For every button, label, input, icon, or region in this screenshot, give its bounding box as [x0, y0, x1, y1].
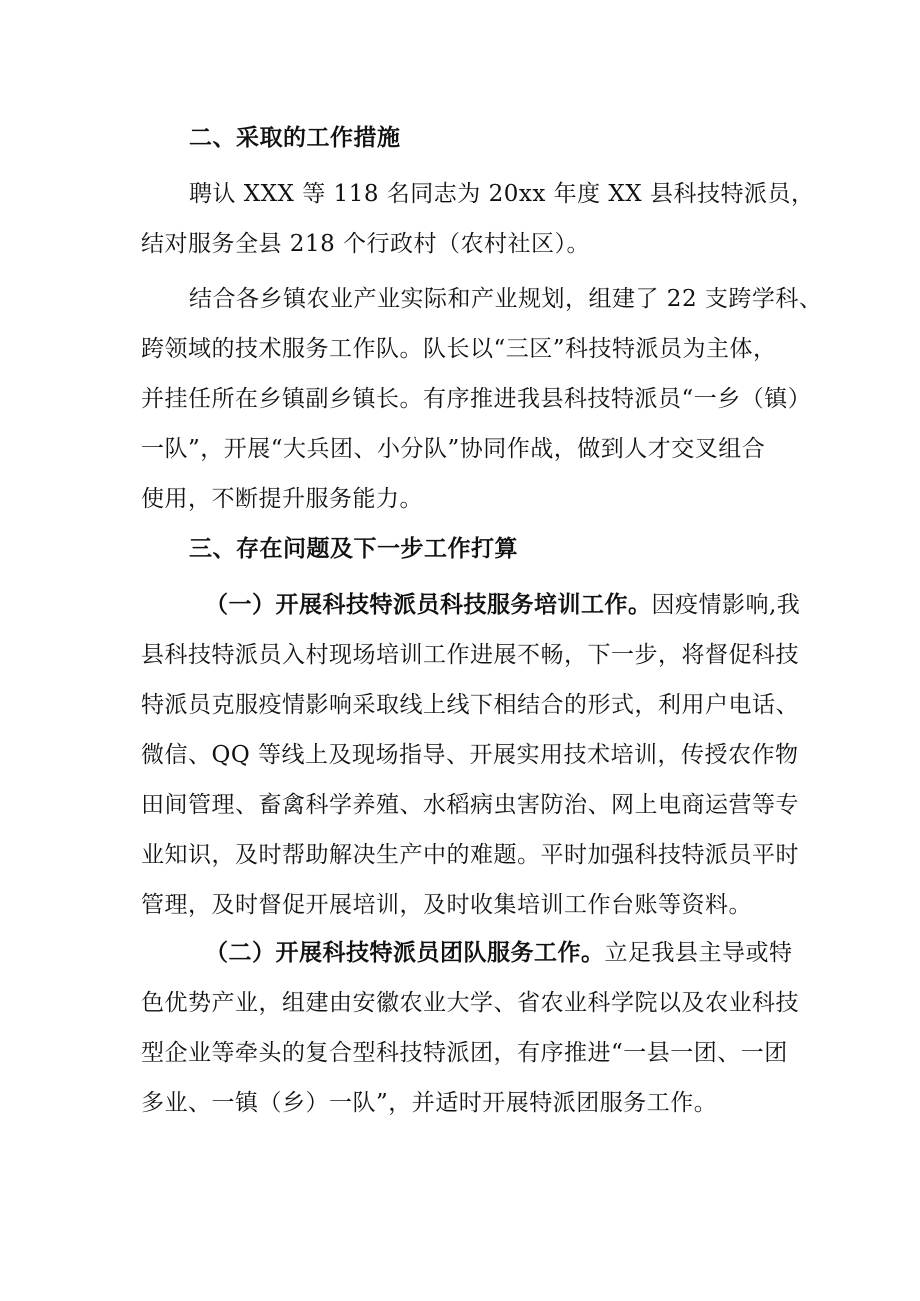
paragraph-line: 微信、QQ 等线上及现场指导、开展实用技术培训，传授农作物: [141, 742, 799, 768]
paragraph-teams: [141, 274, 823, 524]
paragraph-appointment: [141, 169, 815, 269]
paragraph-line: 色优势产业，组建由安徽农业大学、省农业科学院以及农业科技: [141, 990, 799, 1016]
heading-text: 三、存在问题及下一步工作打算: [189, 535, 518, 562]
paragraph-training: [141, 580, 801, 930]
paragraph-text: 因疫情影响,我: [651, 592, 801, 618]
paragraph-line: 结合各乡镇农业产业实际和产业规划，组建了 22 支跨学科、: [189, 286, 823, 312]
paragraph-text: 立足我县主导或特: [604, 940, 793, 966]
paragraph-line: 管理，及时督促开展培训，及时收集培训工作台账等资料。: [141, 892, 752, 918]
paragraph-line: 跨领域的技术服务工作队。队长以“三区”科技特派员为主体，: [141, 336, 777, 362]
paragraph-line: 县科技特派员入村现场培训工作进展不畅，下一步，将督促科技: [141, 642, 799, 668]
section-heading-measures: [141, 113, 791, 163]
paragraph-line: 多业、一镇（乡）一队”，并适时开展特派团服务工作。: [141, 1090, 718, 1116]
heading-text: 二、采取的工作措施: [189, 124, 401, 151]
paragraph-line: 聘认 XXX 等 118 名同志为 20xx 年度 XX 县科技特派员，: [189, 181, 815, 207]
paragraph-line: 一队”，开展“大兵团、小分队”协同作战，做到人才交叉组合: [141, 436, 766, 462]
paragraph-line: 型企业等牵头的复合型科技特派团，有序推进“一县一团、一团: [141, 1040, 788, 1066]
paragraph-line: 结对服务全县 218 个行政村（农村社区）。: [141, 231, 591, 257]
paragraph-team-service: [141, 928, 799, 1128]
paragraph-line: 使用，不断提升服务能力。: [141, 486, 423, 512]
paragraph-line: [141, 580, 801, 630]
paragraph-line: 业知识，及时帮助解决生产中的难题。平时加强科技特派员平时: [141, 842, 799, 868]
paragraph-line: [141, 928, 791, 978]
paragraph-line: 特派员克服疫情影响采取线上线下相结合的形式，利用户电话、: [141, 692, 799, 718]
section-heading-issues: [141, 524, 791, 574]
subsection-title: （一）开展科技特派员科技服务培训工作。: [205, 591, 652, 618]
paragraph-line: 田间管理、畜禽科学养殖、水稻病虫害防治、网上电商运营等专: [141, 792, 799, 818]
paragraph-line: 并挂任所在乡镇副乡镇长。有序推进我县科技特派员“一乡（镇）: [141, 386, 812, 412]
subsection-title: （二）开展科技特派员团队服务工作。: [205, 939, 605, 966]
